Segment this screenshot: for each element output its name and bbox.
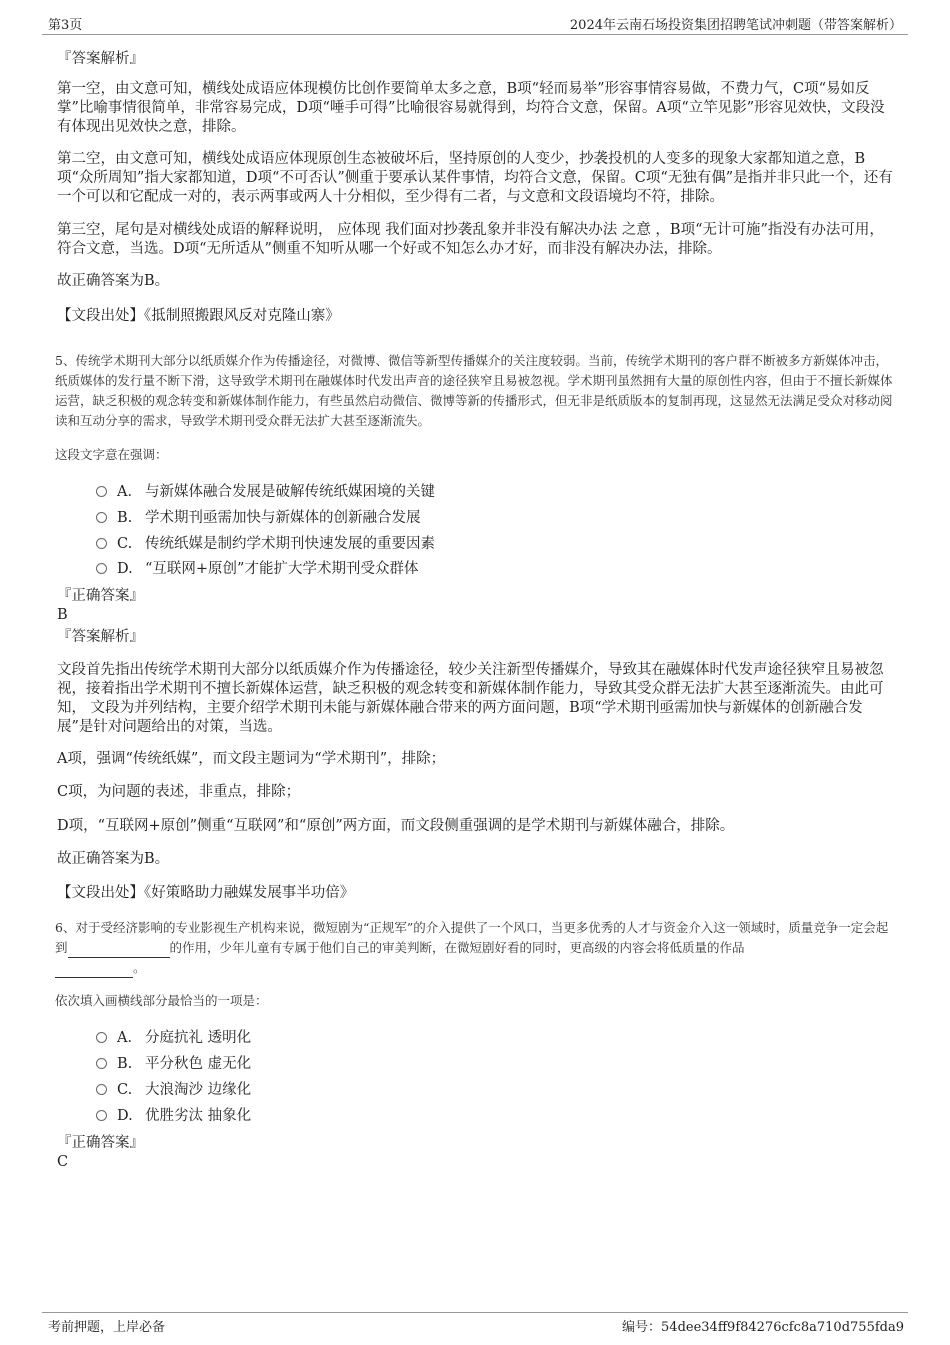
q6-option-d[interactable]: D. 优胜劣汰 抽象化 (96, 1106, 251, 1126)
page-header (0, 0, 950, 40)
question-6-stem: 6、对于受经济影响的专业影视生产机构来说，微短剧为“正规军”的介入提供了一个风口，当更多优秀的人才与资金介入这一领域时，质量竞争一定会起到 的作用，少年儿童有专属于他们自己的审美判断，在微短剧好看的同时，更高级的内容会将低质量的作品 。 (55, 918, 898, 978)
q5-analysis-label: 『答案解析』 (57, 629, 144, 645)
q6-answer: C (57, 1154, 69, 1170)
analysis-paragraph-3: 第三空，尾句是对横线处成语的解释说明， 应体现 我们面对抄袭乱象并非没有解决办法 之意 ，B项“无计可施”指没有办法可用，符合文意，当选。D项“无所适从”侧重不知听从哪一个好或不知怎么办才好，而非没有解决办法，排除。 (57, 222, 884, 257)
q5-note-a: A项，强调“传统纸媒”，而文段主题词为“学术期刊”，排除； (57, 751, 446, 767)
q5-source: 【文段出处】《好策略助力融媒发展事半功倍》 (57, 885, 355, 901)
analysis-paragraph-1: 第一空，由文意可知，横线处成语应体现模仿比创作要简单太多之意，B项“轻而易举”形容事情容易做，不费力气，C项“易如反掌”比喻事情很简单，非常容易完成，D项“唾手可得”比喻很容易就得到，均符合文意，保留。A项“立竿见影”形容见效快，文段没有体现出见效快之意，排除。 (57, 81, 885, 135)
radio-icon[interactable] (96, 512, 107, 523)
radio-icon[interactable] (96, 1058, 107, 1069)
q6-answer-label: 『正确答案』 (57, 1135, 144, 1151)
footer-divider (42, 1312, 908, 1313)
radio-icon[interactable] (96, 486, 107, 497)
question-5-stem: 5、传统学术期刊大部分以纸质媒介作为传播途径，对微博、微信等新型传播媒介的关注度较弱。当前，传统学术期刊的客户群不断被多方新媒体冲击，纸质媒体的发行量不断下滑，这导致学术期刊在融媒体时代发出声音的途径狭窄且易被忽视。学术期刊虽然拥有大量的原创性内容，但由于不擅长新媒体运营，缺乏积极的观念转变和新媒体制作能力，有些虽然启动微信、微博等新的传播形式，但无非是纸质版本的复制再现，这显然无法满足受众对移动阅读和互动分享的需求，导致学术期刊受众群无法扩大甚至逐渐流失。 (55, 353, 893, 428)
radio-icon[interactable] (96, 563, 107, 574)
footer-slogan: 考前押题，上岸必备 (48, 1320, 166, 1335)
radio-icon[interactable] (96, 538, 107, 549)
q6-option-a[interactable]: A． 分庭抗礼 透明化 (96, 1028, 251, 1048)
conclusion-1: 故正确答案为B。 (57, 273, 170, 289)
q5-option-a[interactable]: A． 与新媒体融合发展是破解传统纸媒困境的关键 (96, 482, 435, 502)
radio-icon[interactable] (96, 1110, 107, 1121)
header-divider (42, 34, 908, 35)
radio-icon[interactable] (96, 1032, 107, 1043)
document-title: 2024年云南石场投资集团招聘笔试冲刺题（带答案解析） (569, 18, 902, 33)
fill-blank-1 (68, 943, 170, 958)
q5-answer-label: 『正确答案』 (57, 588, 144, 604)
page-number: 第3页 (48, 18, 83, 33)
q6-option-b[interactable]: B. 平分秋色 虚无化 (96, 1054, 251, 1074)
q5-note-d: D项，“互联网+原创”侧重“互联网”和“原创”两方面，而文段侧重强调的是学术期刊与新媒体融合，排除。 (57, 818, 735, 834)
document-id: 编号：54dee34ff9f84276cfc8a710d755fda9 (622, 1320, 904, 1335)
q5-conclusion: 故正确答案为B。 (57, 851, 170, 867)
fill-blank-2 (55, 963, 133, 978)
q5-option-b[interactable]: B. 学术期刊亟需加快与新媒体的创新融合发展 (96, 508, 421, 528)
q6-option-c[interactable]: C. 大浪淘沙 边缘化 (96, 1080, 251, 1100)
q5-option-d[interactable]: D. “互联网+原创”才能扩大学术期刊受众群体 (96, 559, 418, 579)
source-1: 【文段出处】《抵制照搬跟风反对克隆山寨》 (57, 308, 340, 324)
q5-note-c: C项，为问题的表述，非重点，排除； (57, 784, 301, 800)
analysis-label-1: 『答案解析』 (57, 51, 144, 67)
q5-analysis: 文段首先指出传统学术期刊大部分以纸质媒介作为传播途径，较少关注新型传播媒介，导致其在融媒体时代发声途径狭窄且易被忽视，接着指出学术期刊不擅长新媒体运营，缺乏积极的观念转变和新媒体制作能力，导致其受众群无法扩大甚至逐渐流失。由此可知， 文段为并列结构，主要介绍学术期刊未能与新媒体融合带来的两方面问题，B项“学术期刊亟需加快与新媒体的创新融合发展”是针对问题给出的对策，当选。 (57, 662, 884, 735)
analysis-paragraph-2: 第二空，由文意可知，横线处成语应体现原创生态被破坏后，坚持原创的人变少，抄袭投机的人变多的现象大家都知道之意，B项“众所周知”指大家都知道，D项“不可否认”侧重于要承认某件事情，均符合文意，保留。C项“无独有偶”是指并非只此一个，还有一个可以和它配成一对的，表示两事或两人十分相似，至少得有二者，与文意和文段语境均不符，排除。 (57, 151, 893, 205)
q5-option-c[interactable]: C. 传统纸媒是制约学术期刊快速发展的重要因素 (96, 534, 435, 554)
radio-icon[interactable] (96, 1084, 107, 1095)
question-5-prompt: 这段文字意在强调： (55, 447, 168, 462)
q5-answer: B (57, 607, 68, 623)
question-6-prompt: 依次填入画横线部分最恰当的一项是： (55, 993, 268, 1008)
